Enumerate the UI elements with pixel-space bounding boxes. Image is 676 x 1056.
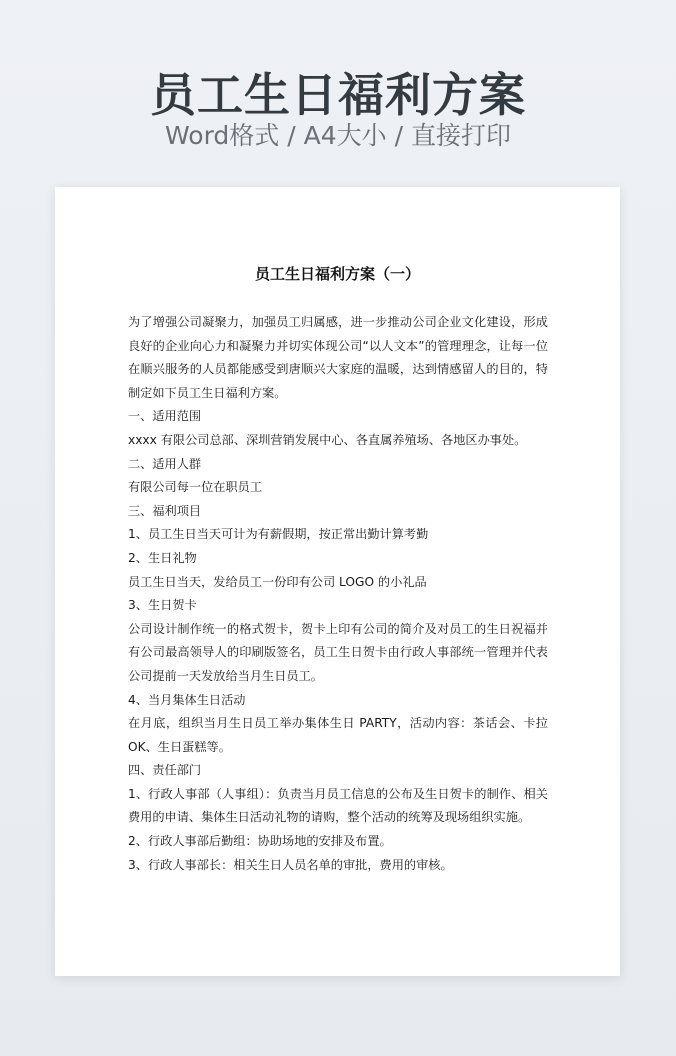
section-heading-departments: 四、责任部门 [128, 763, 202, 778]
benefit-item-party-text: 在月底，组织当月生日员工举办集体生日 PARTY，活动内容：茶话会、卡拉 OK、生日蛋糕等。 [128, 716, 548, 754]
document-title: 员工生日福利方案（一） [254, 265, 420, 283]
banner-subtitle: Word格式 / A4大小 / 直接打印 [165, 121, 511, 150]
document-body [128, 311, 548, 877]
audience-text: 有限公司每一位在职员工 [128, 480, 263, 495]
benefit-item-party-heading: 4、当月集体生日活动 [128, 692, 246, 707]
section-heading-audience: 二、适用人群 [128, 456, 202, 471]
banner-title: 员工生日福利方案 [150, 68, 526, 122]
intro-paragraph: 为了增强公司凝聚力，加强员工归属感，进一步推动公司企业文化建设，形成良好的企业向心力和凝聚力并切实体现公司“以人文本”的管理理念，让每一位在顺兴服务的人员都能感受到唐顺兴大家庭的温暖，达到情感留人的目的，特制定如下员工生日福利方案。 [128, 315, 548, 400]
department-item-hr: 1、行政人事部（人事组）：负责当月员工信息的公布及生日贺卡的制作、相关费用的申请、集体生日活动礼物的请购，整个活动的统筹及现场组织实施。 [128, 786, 548, 825]
department-item-director: 3、行政人事部长：相关生日人员名单的审批，费用的审核。 [128, 857, 453, 872]
benefit-item-card-text: 公司设计制作统一的格式贺卡，贺卡上印有公司的简介及对员工的生日祝福并有公司最高领导人的印刷版签名，员工生日贺卡由行政人事部统一管理并代表公司提前一天发放给当月生日员工。 [128, 621, 548, 683]
benefit-item-gift-heading: 2、生日礼物 [128, 550, 197, 565]
scope-text: xxxx 有限公司总部、深圳营销发展中心、各直属养殖场、各地区办事处。 [128, 432, 527, 447]
department-item-logistics: 2、行政人事部后勤组：协助场地的安排及布置。 [128, 834, 392, 849]
benefit-item-leave: 1、员工生日当天可计为有薪假期，按正常出勤计算考勤 [128, 527, 429, 542]
benefit-item-card-heading: 3、生日贺卡 [128, 598, 197, 613]
section-heading-benefits: 三、福利项目 [128, 503, 202, 518]
document-page [55, 187, 620, 976]
benefit-item-gift-text: 员工生日当天，发给员工一份印有公司 LOGO 的小礼品 [128, 574, 427, 589]
section-heading-scope: 一、适用范围 [128, 409, 202, 424]
